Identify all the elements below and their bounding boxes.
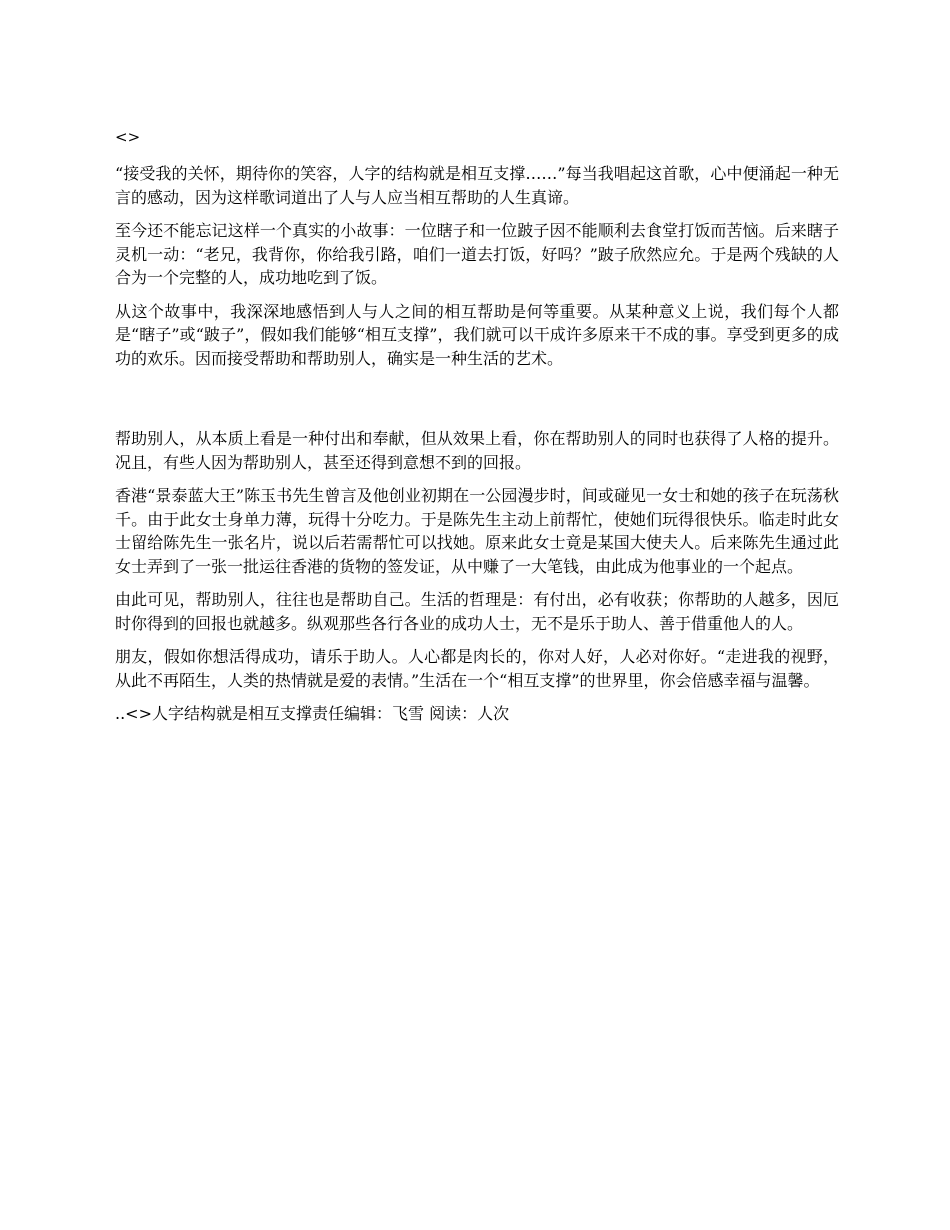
paragraph-helping-others: 帮助别人，从本质上看是一种付出和奉献，但从效果上看，你在帮助别人的同时也获得了人格的提升。况且，有些人因为帮助别人，甚至还得到意想不到的回报。 (115, 429, 839, 472)
document-footer: ..<>人字结构就是相互支撑责任编辑：飞雪 阅读：人次 (115, 704, 510, 723)
paragraph-song-intro: “接受我的关怀，期待你的笑容，人字的结构就是相互支撑……”每当我唱起这首歌，心中便涌起一种无言的感动，因为这样歌词道出了人与人应当相互帮助的人生真谛。 (115, 164, 839, 207)
paragraph-life-philosophy: 由此可见，帮助别人，往往也是帮助自己。生活的哲理是：有付出，必有收获；你帮助的人越多，因厄时你得到的回报也就越多。纵观那些各行各业的成功人士，无不是乐于助人、善于借重他人的人。 (115, 590, 839, 633)
paragraph-conclusion: 朋友，假如你想活得成功，请乐于助人。人心都是肉长的，你对人好，人必对你好。“走进我的视野，从此不再陌生，人类的热情就是爱的表情。”生活在一个“相互支撑”的世界里，你会倍感幸福与温馨。 (115, 647, 839, 690)
paragraph-chen-yushu-story: 香港“景泰蓝大王”陈玉书先生曾言及他创业初期在一公园漫步时，间或碰见一女士和她的孩子在玩荡秋千。由于此女士身单力薄，玩得十分吃力。于是陈先生主动上前帮忙，使她们玩得很快乐。临走时此女士留给陈先生一张名片，说以后若需帮忙可以找她。原来此女士竟是某国大使夫人。后来陈先生通过此女士弄到了一张一批运往香港的货物的签发证，从中赚了一大笔钱，由此成为他事业的一个起点。 (115, 486, 839, 576)
paragraph-blind-lame-story: 至今还不能忘记这样一个真实的小故事：一位瞎子和一位跛子因不能顺利去食堂打饭而苦恼。后来瞎子灵机一动：“老兄，我背你，你给我引路，咱们一道去打饭，好吗？”跛子欣然应允。于是两个残缺的人合为一个完整的人，成功地吃到了饭。 (115, 221, 839, 287)
paragraph-mutual-help-reflection: 从这个故事中，我深深地感悟到人与人之间的相互帮助是何等重要。从某种意义上说，我们每个人都是“瞎子”或“跛子”，假如我们能够“相互支撑”，我们就可以干成许多原来干不成的事。享受到更多的成功的欢乐。因而接受帮助和帮助别人，确实是一种生活的艺术。 (115, 301, 839, 368)
document-page (115, 126, 839, 726)
section-gap (115, 380, 839, 427)
document-header: <> (115, 128, 141, 146)
